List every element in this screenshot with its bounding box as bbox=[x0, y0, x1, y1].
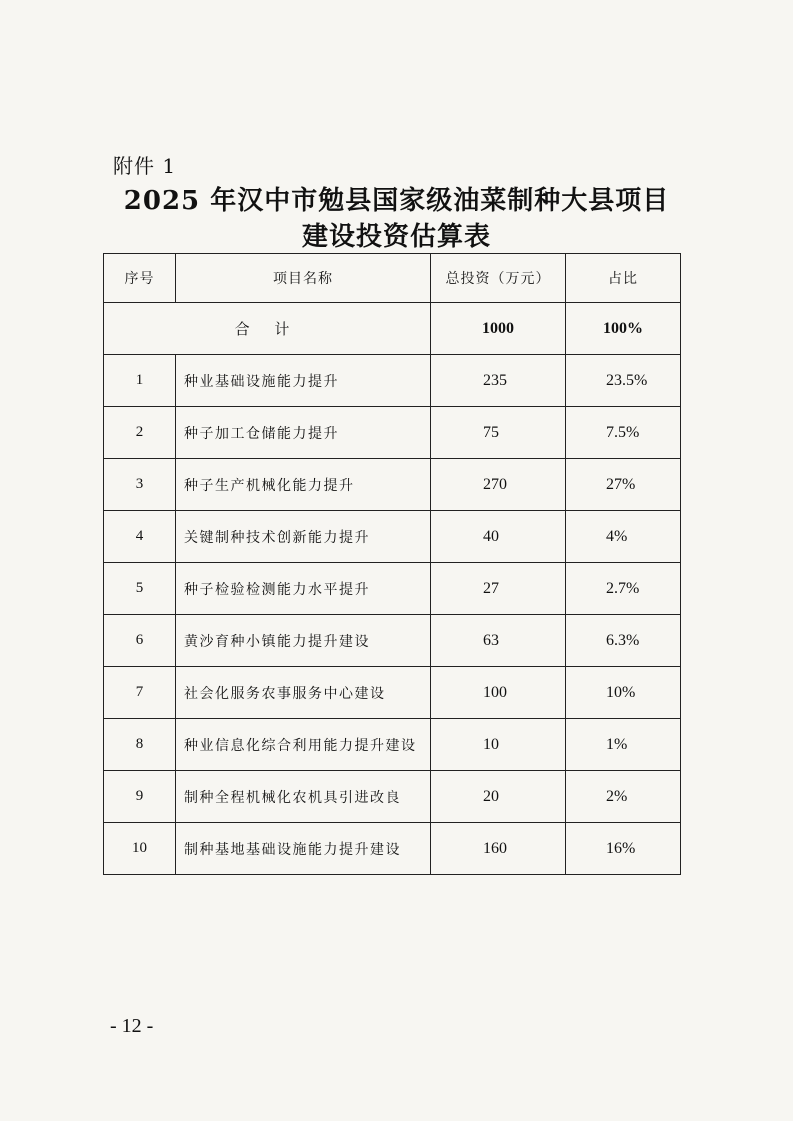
total-investment: 1000 bbox=[431, 303, 566, 355]
row-investment: 160 bbox=[431, 823, 566, 875]
total-row bbox=[104, 303, 681, 355]
row-ratio: 23.5% bbox=[566, 355, 681, 407]
row-ratio: 6.3% bbox=[566, 615, 681, 667]
row-investment: 75 bbox=[431, 407, 566, 459]
row-ratio: 27% bbox=[566, 459, 681, 511]
total-ratio: 100% bbox=[566, 303, 681, 355]
header-ratio: 占比 bbox=[566, 254, 681, 303]
table-row bbox=[104, 615, 681, 667]
table-row bbox=[104, 407, 681, 459]
row-investment: 63 bbox=[431, 615, 566, 667]
row-seq: 3 bbox=[104, 459, 176, 511]
row-ratio: 16% bbox=[566, 823, 681, 875]
row-ratio: 1% bbox=[566, 719, 681, 771]
table-row bbox=[104, 459, 681, 511]
row-investment: 40 bbox=[431, 511, 566, 563]
header-investment: 总投资（万元） bbox=[431, 254, 566, 303]
header-seq: 序号 bbox=[104, 254, 176, 303]
row-ratio: 10% bbox=[566, 667, 681, 719]
table-row bbox=[104, 563, 681, 615]
row-ratio: 2% bbox=[566, 771, 681, 823]
attachment-label: 附件 1 bbox=[113, 154, 177, 178]
row-name: 黄沙育种小镇能力提升建设 bbox=[176, 615, 431, 667]
table-header-row bbox=[104, 254, 681, 303]
row-investment: 20 bbox=[431, 771, 566, 823]
row-seq: 8 bbox=[104, 719, 176, 771]
table-row bbox=[104, 355, 681, 407]
row-seq: 7 bbox=[104, 667, 176, 719]
row-seq: 4 bbox=[104, 511, 176, 563]
row-name: 制种全程机械化农机具引进改良 bbox=[176, 771, 431, 823]
row-seq: 5 bbox=[104, 563, 176, 615]
investment-estimate-table bbox=[103, 253, 681, 875]
row-investment: 270 bbox=[431, 459, 566, 511]
row-investment: 100 bbox=[431, 667, 566, 719]
row-name: 种业基础设施能力提升 bbox=[176, 355, 431, 407]
total-label: 合 计 bbox=[104, 303, 431, 355]
row-name: 制种基地基础设施能力提升建设 bbox=[176, 823, 431, 875]
row-seq: 1 bbox=[104, 355, 176, 407]
row-name: 种业信息化综合利用能力提升建设 bbox=[176, 719, 431, 771]
row-ratio: 7.5% bbox=[566, 407, 681, 459]
table-row bbox=[104, 511, 681, 563]
table-row bbox=[104, 667, 681, 719]
row-name: 种子检验检测能力水平提升 bbox=[176, 563, 431, 615]
row-name: 种子加工仓储能力提升 bbox=[176, 407, 431, 459]
row-investment: 10 bbox=[431, 719, 566, 771]
row-name: 种子生产机械化能力提升 bbox=[176, 459, 431, 511]
table-row bbox=[104, 719, 681, 771]
row-ratio: 4% bbox=[566, 511, 681, 563]
row-name: 社会化服务农事服务中心建设 bbox=[176, 667, 431, 719]
row-seq: 6 bbox=[104, 615, 176, 667]
row-investment: 235 bbox=[431, 355, 566, 407]
document-title-line-1: 2025 年汉中市勉县国家级油菜制种大县项目 bbox=[123, 186, 670, 216]
table-row bbox=[104, 771, 681, 823]
page-number: - 12 - bbox=[110, 1015, 154, 1037]
row-ratio: 2.7% bbox=[566, 563, 681, 615]
header-name: 项目名称 bbox=[176, 254, 431, 303]
document-title-line-2: 建设投资估算表 bbox=[301, 222, 491, 252]
row-investment: 27 bbox=[431, 563, 566, 615]
row-seq: 10 bbox=[104, 823, 176, 875]
row-seq: 9 bbox=[104, 771, 176, 823]
row-name: 关键制种技术创新能力提升 bbox=[176, 511, 431, 563]
row-seq: 2 bbox=[104, 407, 176, 459]
table-row bbox=[104, 823, 681, 875]
